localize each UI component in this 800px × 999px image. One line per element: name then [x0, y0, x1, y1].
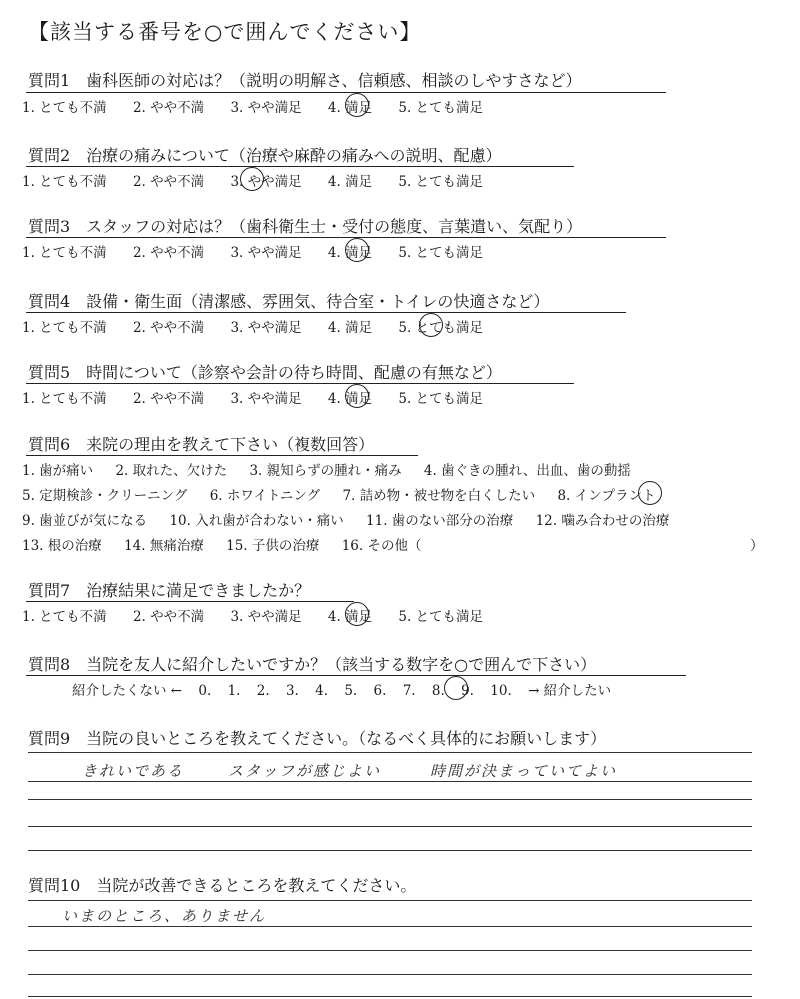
q9-handwriting-3: 時間が決まっていてよい	[430, 762, 618, 780]
q4-option-2[interactable]: 2. やや不満	[132, 320, 205, 336]
q6-row-1	[22, 459, 649, 479]
q8-scale-9[interactable]: 9.	[461, 683, 474, 699]
q1-answer-circle	[345, 93, 369, 117]
q9-handwriting-1: きれいである	[82, 762, 185, 780]
q8-scale-8[interactable]: 8.	[431, 683, 445, 699]
q6-option-6[interactable]: 6. ホワイトニング	[209, 488, 321, 504]
q3-answer-circle	[345, 238, 369, 262]
q6-option-2[interactable]: 2. 取れた、欠けた	[115, 463, 228, 479]
question-3-title: 質問3 スタッフの対応は？（歯科衛生士・受付の態度、言葉遣い、気配り）	[28, 217, 583, 236]
q8-scale-3[interactable]: 3.	[285, 683, 299, 699]
question-7-underline	[26, 601, 354, 602]
q6-option-1[interactable]: 1. 歯が痛い	[22, 463, 94, 479]
q9-write-line-2	[28, 781, 752, 782]
q10-write-line-5	[28, 996, 752, 997]
q10-write-line-1	[28, 900, 752, 901]
q1-option-4[interactable]: 4. 満足	[327, 100, 373, 116]
q4-option-5[interactable]: 5. とても満足	[398, 320, 484, 336]
question-1-options	[22, 96, 505, 116]
question-7-options	[22, 605, 505, 625]
q9-write-line-4	[28, 826, 752, 827]
q2-option-1[interactable]: 1. とても不満	[22, 174, 107, 190]
q1-option-3[interactable]: 3. やや満足	[230, 100, 302, 116]
q4-option-4[interactable]: 4. 満足	[327, 320, 373, 336]
q6-row-2	[22, 484, 674, 504]
question-5-options	[22, 387, 505, 407]
question-3-underline	[26, 237, 666, 238]
question-2-title: 質問2 治療の痛みについて（治療や麻酔の痛みへの説明、配慮）	[28, 146, 502, 165]
q8-scale-right-label: → 紹介したい	[528, 683, 612, 699]
q7-option-1[interactable]: 1. とても不満	[22, 609, 107, 625]
q1-option-1[interactable]: 1. とても不満	[22, 100, 107, 116]
q9-write-line-5	[28, 850, 752, 851]
q6-option-7[interactable]: 7. 詰め物・被せ物を白くしたい	[342, 488, 536, 504]
q3-option-5[interactable]: 5. とても満足	[398, 245, 484, 261]
q6-answer-circle	[638, 481, 662, 505]
q6-option-10[interactable]: 10. 入れ歯が合わない・痛い	[169, 513, 344, 529]
q8-scale	[72, 679, 623, 699]
q6-other-close-paren: ）	[750, 538, 764, 554]
q5-option-5[interactable]: 5. とても満足	[398, 391, 484, 407]
q7-option-2[interactable]: 2. やや不満	[132, 609, 205, 625]
q8-scale-10[interactable]: 10.	[490, 683, 512, 699]
question-6-underline	[26, 455, 418, 456]
q9-write-line-1	[28, 752, 752, 753]
q6-option-16[interactable]: 16. その他（	[341, 538, 422, 554]
q2-option-3[interactable]: 3. やや満足	[230, 174, 302, 190]
q4-option-1[interactable]: 1. とても不満	[22, 320, 107, 336]
q5-option-3[interactable]: 3. やや満足	[230, 391, 302, 407]
question-3-options	[22, 241, 505, 261]
q8-scale-2[interactable]: 2.	[256, 683, 270, 699]
q4-option-3[interactable]: 3. やや満足	[230, 320, 302, 336]
q8-scale-1[interactable]: 1.	[227, 683, 241, 699]
q8-scale-7[interactable]: 7.	[402, 683, 416, 699]
q5-answer-circle	[345, 384, 369, 408]
q6-option-5[interactable]: 5. 定期検診・クリーニング	[22, 488, 188, 504]
q8-scale-4[interactable]: 4.	[315, 683, 329, 699]
question-10-title: 質問10 当院が改善できるところを教えてください。	[28, 876, 417, 895]
q3-option-2[interactable]: 2. やや不満	[132, 245, 205, 261]
q10-write-line-3	[28, 950, 752, 951]
question-5-title: 質問5 時間について（診察や会計の待ち時間、配慮の有無など）	[28, 363, 502, 382]
q8-scale-5[interactable]: 5.	[344, 683, 358, 699]
question-8-underline	[26, 675, 686, 676]
q9-write-line-3	[28, 799, 752, 800]
question-4-title: 質問4 設備・衛生面（清潔感、雰囲気、待合室・トイレの快適さなど）	[28, 292, 550, 311]
q5-option-2[interactable]: 2. やや不満	[132, 391, 205, 407]
q2-option-2[interactable]: 2. やや不満	[132, 174, 205, 190]
page-title: 【該当する番号を○で囲んでください】	[28, 20, 422, 44]
q9-handwriting-2: スタッフが感じよい	[228, 762, 382, 780]
question-7-title: 質問7 治療結果に満足できましたか？	[28, 581, 311, 600]
q6-row-3	[22, 509, 687, 529]
q10-handwriting: いまのところ、ありません	[62, 907, 267, 925]
q6-option-11[interactable]: 11. 歯のない部分の治療	[366, 513, 514, 529]
q3-option-3[interactable]: 3. やや満足	[230, 245, 302, 261]
q3-option-4[interactable]: 4. 満足	[327, 245, 373, 261]
q10-write-line-4	[28, 974, 752, 975]
q6-row-4	[22, 534, 782, 554]
q3-option-1[interactable]: 1. とても不満	[22, 245, 107, 261]
q6-option-9[interactable]: 9. 歯並びが気になる	[22, 513, 148, 529]
question-6-title: 質問6 来院の理由を教えて下さい（複数回答）	[28, 435, 375, 454]
q6-option-15[interactable]: 15. 子供の治療	[226, 538, 320, 554]
question-4-underline	[26, 312, 626, 313]
question-1-underline	[26, 92, 666, 93]
q6-option-12[interactable]: 12. 噛み合わせの治療	[535, 513, 670, 529]
question-5-underline	[26, 383, 574, 384]
q2-option-5[interactable]: 5. とても満足	[398, 174, 484, 190]
q6-option-4[interactable]: 4. 歯ぐきの腫れ、出血、歯の動揺	[423, 463, 631, 479]
q1-option-2[interactable]: 2. やや不満	[132, 100, 205, 116]
q10-write-line-2	[28, 926, 752, 927]
q6-option-8[interactable]: 8. インプラント	[557, 488, 656, 504]
question-2-underline	[26, 166, 574, 167]
q7-option-3[interactable]: 3. やや満足	[230, 609, 302, 625]
q7-option-5[interactable]: 5. とても満足	[398, 609, 484, 625]
q5-option-4[interactable]: 4. 満足	[327, 391, 373, 407]
q8-scale-0[interactable]: 0.	[198, 683, 212, 699]
q8-scale-6[interactable]: 6.	[373, 683, 387, 699]
q6-option-3[interactable]: 3. 親知らずの腫れ・痛み	[249, 463, 402, 479]
q2-answer-circle	[240, 167, 264, 191]
q8-scale-left-label: 紹介したくない ←	[72, 683, 183, 699]
q2-option-4[interactable]: 4. 満足	[327, 174, 373, 190]
q8-answer-circle	[444, 676, 468, 700]
q7-answer-circle	[345, 602, 369, 626]
question-1-title: 質問1 歯科医師の対応は？（説明の明解さ、信頼感、相談のしやすさなど）	[28, 71, 582, 90]
q5-option-1[interactable]: 1. とても不満	[22, 391, 107, 407]
q6-option-13[interactable]: 13. 根の治療	[22, 538, 102, 554]
q7-option-4[interactable]: 4. 満足	[327, 609, 373, 625]
q1-option-5[interactable]: 5. とても満足	[398, 100, 484, 116]
question-9-title: 質問9 当院の良いところを教えてください。（なるべく具体的にお願いします）	[28, 729, 607, 748]
question-8-title: 質問8 当院を友人に紹介したいですか？（該当する数字を○で囲んで下さい）	[28, 655, 597, 674]
q6-option-14[interactable]: 14. 無痛治療	[124, 538, 204, 554]
q4-answer-circle	[419, 313, 443, 337]
